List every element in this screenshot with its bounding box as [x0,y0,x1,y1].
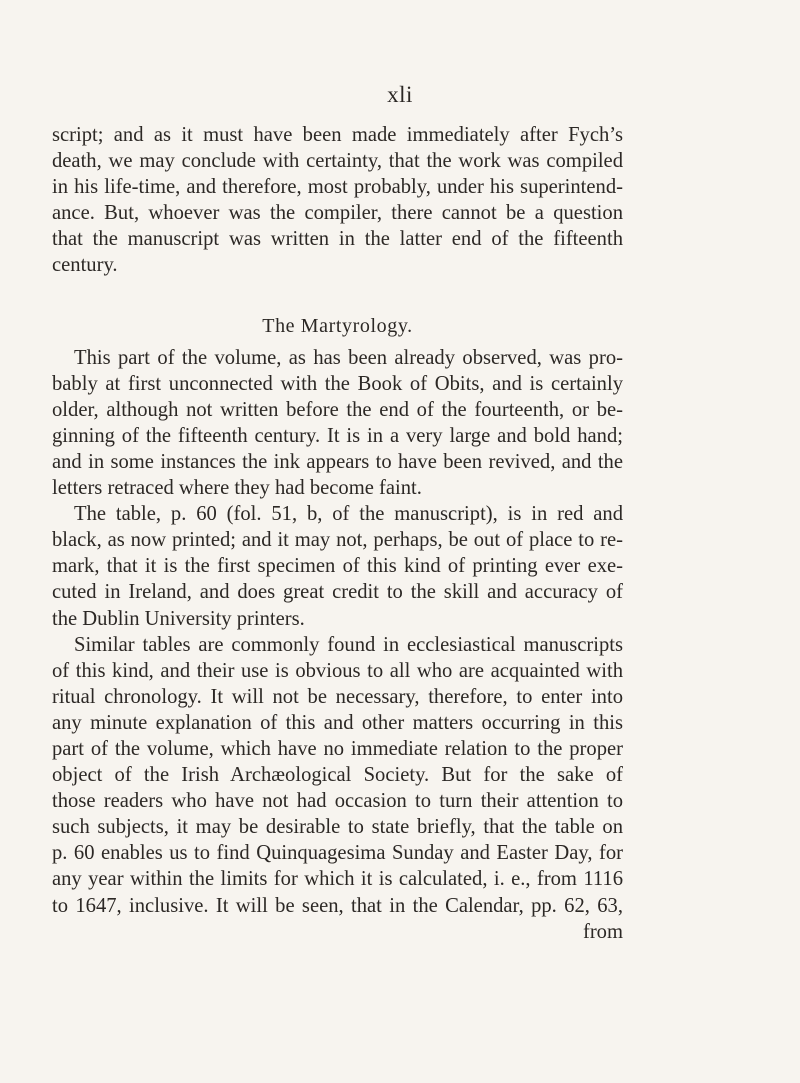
text-line: any minute explanation of this and other matters occurring in this [52,711,623,734]
text-line: The table, p. 60 (fol. 51, b, of the manuscript), is in red and [74,503,623,526]
text-line: mark, that it is the first specimen of this kind of printing ever exe- [52,555,623,578]
text-line: older, although not written before the end of the fourteenth, or be- [52,398,623,421]
catchword: from [582,920,623,943]
text-line: ginning of the fifteenth century. It is in a very large and bold hand; [52,424,623,447]
text-line: such subjects, it may be desirable to state briefly, that the table on [52,816,623,839]
text-line: This part of the volume, as has been already observed, was pro- [74,346,623,369]
text-line: script; and as it must have been made immediately after Fych’s [52,124,623,146]
text-line: letters retraced where they had become faint. [52,477,422,500]
text-line: century. [52,254,118,277]
section-heading-text: The Martyrology. [262,314,413,337]
text-line: that the manuscript was written in the latter end of the fifteenth [52,228,623,251]
text-line: and in some instances the ink appears to have been revived, and the [52,450,623,473]
text-line: Similar tables are commonly found in ecclesiastical manuscripts [74,633,623,656]
text-line: part of the volume, which have no immediate relation to the proper [52,737,623,760]
section-heading [52,313,623,339]
page-number: xli [387,82,413,107]
text-line: those readers who have not had occasion to turn their attention to [52,790,623,813]
text-line: in his life-time, and therefore, most probably, under his superintend- [52,176,623,199]
text-line: to 1647, inclusive. It will be seen, that in the Calendar, pp. 62, 63, [52,894,623,917]
text-line: black, as now printed; and it may not, perhaps, be out of place to re- [52,529,623,552]
text-line: ritual chronology. It will not be necessary, therefore, to enter into [52,685,623,708]
text-line: ance. But, whoever was the compiler, there cannot be a question [52,202,623,225]
text-line: object of the Irish Archæological Society. But for the sake of [52,764,623,787]
text-line: any year within the limits for which it is calculated, i. e., from 1116 [52,868,623,891]
text-line: p. 60 enables us to find Quinquagesima Sunday and Easter Day, for [52,842,623,865]
body-text [52,122,623,945]
text-line: cuted in Ireland, and does great credit to the skill and accuracy of [52,581,623,604]
text-line: bably at first unconnected with the Book of Obits, and is certainly [52,372,623,395]
text-line: death, we may conclude with certainty, that the work was compiled [52,150,623,173]
text-line: the Dublin University printers. [52,607,305,630]
text-line: of this kind, and their use is obvious to all who are acquainted with [52,659,623,682]
